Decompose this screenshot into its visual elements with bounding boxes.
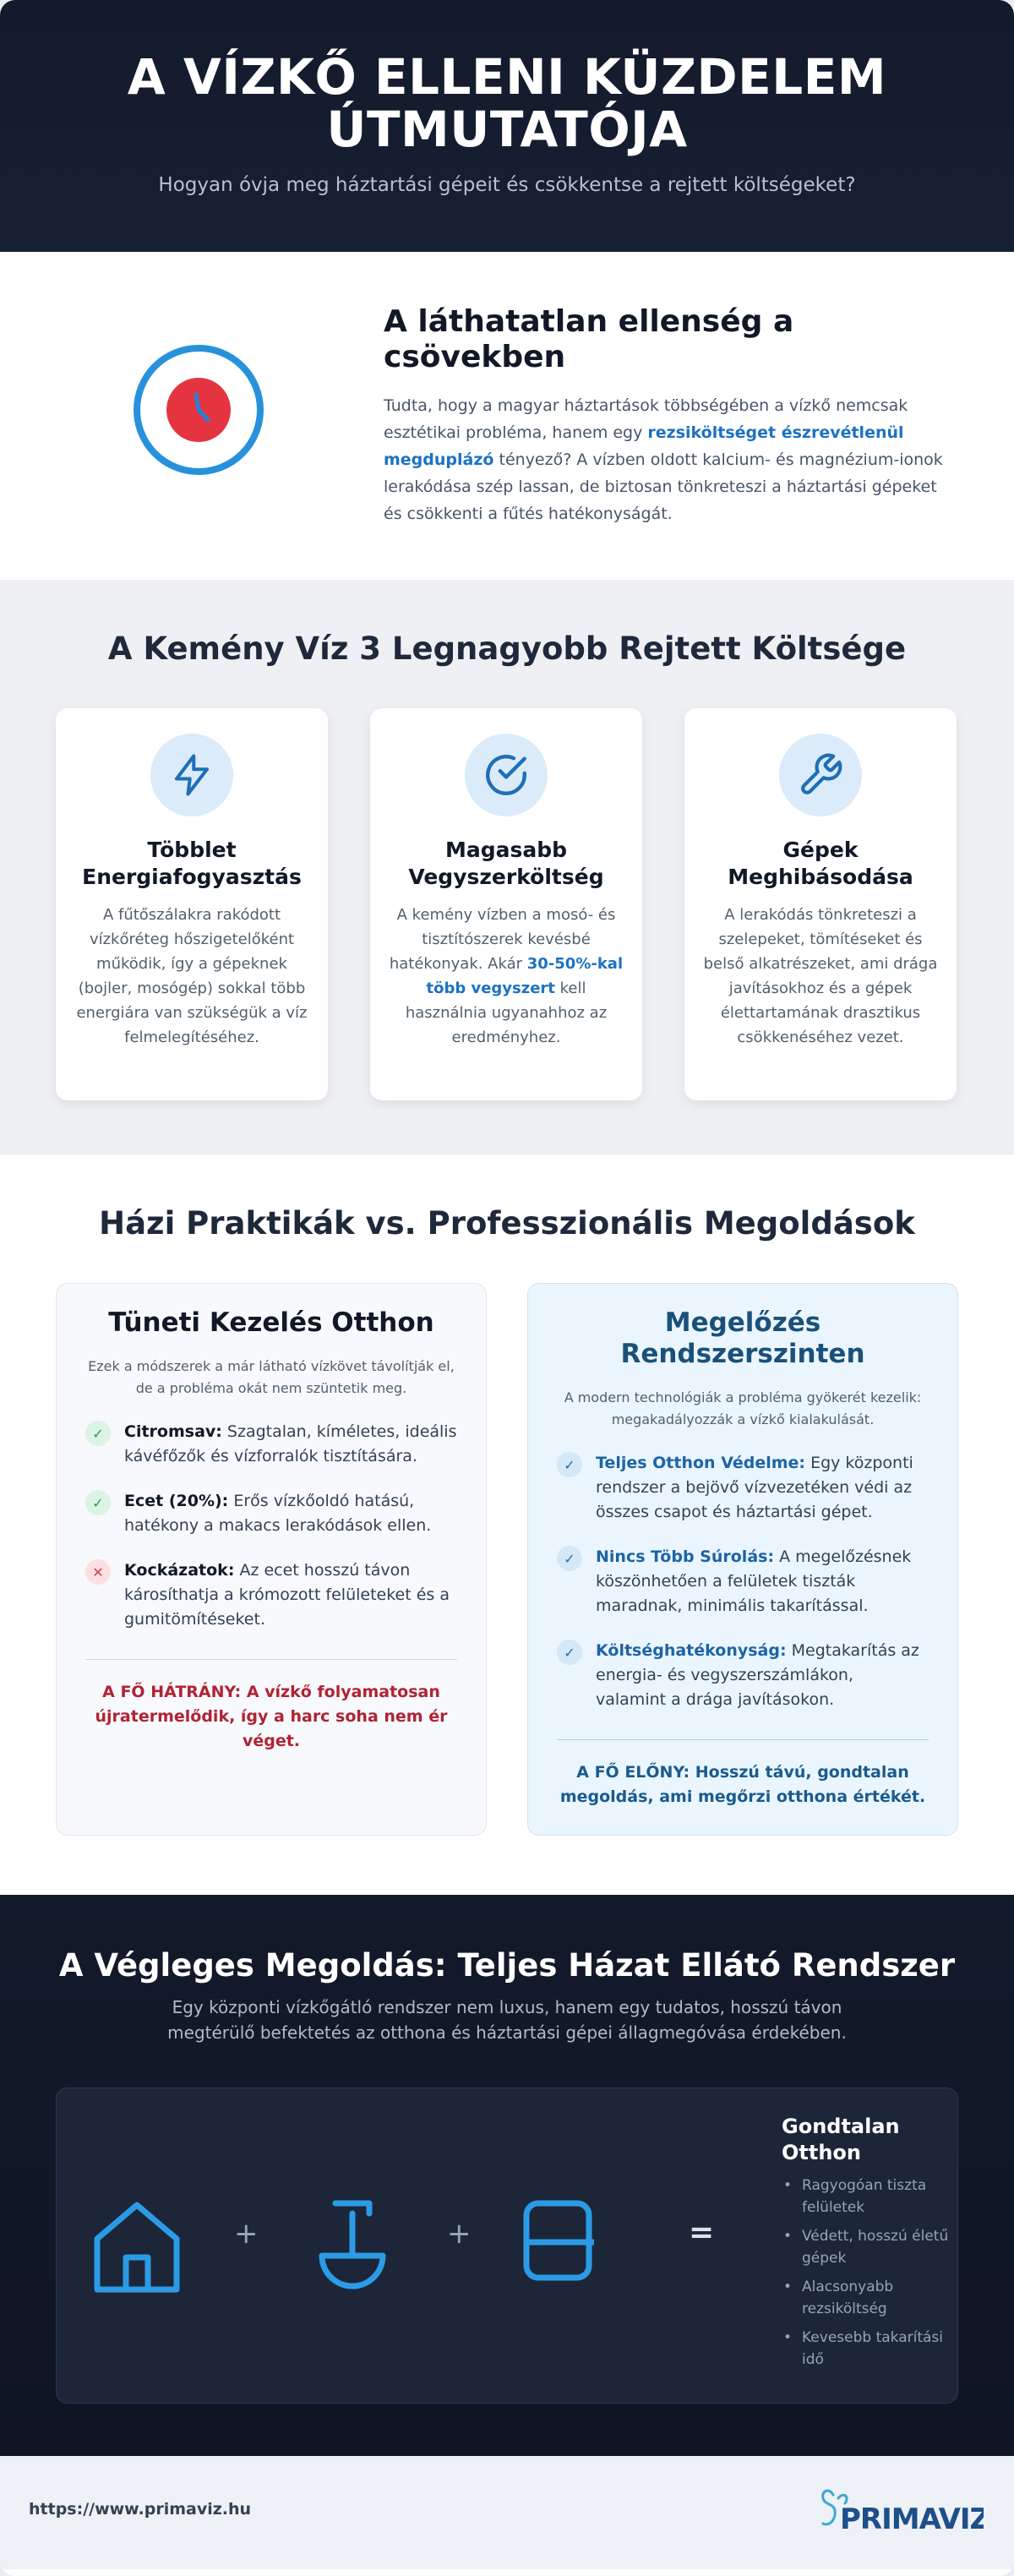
check-icon: ✓ <box>557 1546 582 1571</box>
main-drawback: A FŐ HÁTRÁNY: A vízkő folyamatosan újratermelődik, így a harc soha nem ér véget. <box>95 1683 448 1750</box>
box-subtitle: A modern technológiák a probléma gyökerét kezelik: megakadályozzák a vízkő kialakulását. <box>564 1389 922 1427</box>
professional-solution-box <box>527 1283 958 1836</box>
result-title: Gondtalan Otthon <box>782 2115 900 2164</box>
final-title: A Végleges Megoldás: Teljes Házat Ellátó Rendszer <box>58 1947 956 1984</box>
cost-card-text: A kemény vízben a mosó- és tisztítószerek kevésbé hatékonyak. Akár 30-50%-kal több vegyszert kell használnia ugyanahhoz az eredményhez. <box>389 906 624 1046</box>
check-circle-icon <box>465 734 548 816</box>
cost-card-text: A lerakódás tönkreteszi a szelepeket, tömítéseket és belső alkatrészeket, ami drága javításokhoz és a gépek élettartamának drasztikus csökkenéséhez vezet. <box>703 906 938 1046</box>
cost-card-energy <box>56 708 328 1100</box>
cost-card-chemicals <box>370 708 642 1100</box>
washing-machine-icon <box>520 2197 596 2293</box>
check-icon: ✓ <box>85 1490 111 1515</box>
final-subtitle: Egy központi vízkőgátló rendszer nem luxus, hanem egy tudatos, hosszú távon megtérülő befektetés az otthona és háztartási gépei állagmegóvása érdekében. <box>167 1997 847 2043</box>
shower-icon <box>310 2197 395 2301</box>
check-icon: ✓ <box>557 1640 582 1665</box>
intro-highlight: rezsiköltséget észrevétlenül megduplázó <box>384 423 904 469</box>
list-item: • Ragyogóan tiszta felületek <box>782 2175 951 2219</box>
final-solution-section <box>0 1895 1014 2456</box>
intro-text-block <box>384 304 958 527</box>
list-item: ✓ Ecet (20%): Erős vízkőoldó hatású, hatékony a makacs lerakódások ellen. <box>85 1489 457 1538</box>
cost-card-title: Gépek Meghibásodása <box>728 838 913 889</box>
list-item: ✓ Citromsav: Szagtalan, kíméletes, ideális kávéfőzők és vízforralók tisztítására. <box>85 1420 457 1469</box>
box-title: Tüneti Kezelés Otthon <box>108 1307 434 1338</box>
result-block <box>782 2114 951 2377</box>
result-list <box>782 2175 951 2371</box>
page-title: A VÍZKŐ ELLENI KÜZDELEM ÚTMUTATÓJA <box>127 48 887 158</box>
divider <box>557 1739 929 1740</box>
divider <box>85 1659 457 1660</box>
primaviz-logo <box>815 2485 984 2544</box>
page-subtitle: Hogyan óvja meg háztartási gépeit és csökkentse a rejtett költségeket? <box>158 174 856 196</box>
wrench-icon <box>779 734 862 816</box>
hero-section <box>0 0 1014 252</box>
logo-text: PRIMAVIZ <box>840 2502 984 2536</box>
main-advantage: A FŐ ELŐNY: Hosszú távú, gondtalan megoldás, ami megőrzi otthona értékét. <box>559 1763 926 1806</box>
check-icon: ✓ <box>85 1421 111 1446</box>
cross-icon: ✕ <box>85 1559 111 1585</box>
cost-card-text: A fűtőszálakra rakódott vízkőréteg hőszigetelőként működik, így a gépeknek (bojler, mosógép) sokkal több energiára van szükségük a víz felmelegítéséhez. <box>76 906 308 1046</box>
list-item: ✓ Költséghatékonyság: Megtakarítás az energia- és vegyszerszámlákon, valamint a drága javításokon. <box>557 1639 929 1712</box>
plus-sign: + <box>234 2217 259 2251</box>
list-item: • Kevesebb takarítási idő <box>782 2327 951 2371</box>
costs-title: A Kemény Víz 3 Legnagyobb Rejtett Költsége <box>107 630 907 667</box>
check-icon: ✓ <box>557 1452 582 1477</box>
box-title: Megelőzés Rendszerszinten <box>620 1307 865 1369</box>
list-item: ✕ Kockázatok: Az ecet hosszú távon károsíthatja a krómozott felületeket és a gumitömítéseket. <box>85 1558 457 1632</box>
hidden-costs-section <box>0 580 1014 1154</box>
cost-card-highlight: 30-50%-kal több vegyszert <box>426 955 624 997</box>
solution-equation-panel <box>56 2088 958 2404</box>
comparison-title: Házi Praktikák vs. Professzionális Megoldások <box>99 1205 915 1242</box>
box-subtitle: Ezek a módszerek a már látható vízkövet távolítják el, de a probléma okát nem szüntetik meg. <box>88 1358 455 1396</box>
intro-paragraph: Tudta, hogy a magyar háztartások többségében a vízkő nemcsak esztétikai probléma, hanem egy rezsiköltséget észrevétlenül megduplázó tényező? A vízben oldott kalcium- és magnézium-ionok lerakódása szép lassan, de biztosan tönkreteszi a háztartási gépeket és csökkenti a fűtés hatékonyságát. <box>384 396 943 523</box>
list-item: ✓ Teljes Otthon Védelme: Egy központi rendszer a bejövő vízvezetéken védi az összes csapot és háztartási gépet. <box>557 1451 929 1525</box>
equals-sign: = <box>689 2215 715 2250</box>
intro-section <box>0 252 1014 580</box>
cost-card-title: Magasabb Vegyszerköltség <box>408 838 604 889</box>
comparison-section <box>0 1154 1014 1895</box>
clock-icon <box>134 345 264 475</box>
list-item: • Védett, hosszú életű gépek <box>782 2225 951 2269</box>
list-item: ✓ Nincs Több Súrolás: A megelőzésnek köszönhetően a felületek tiszták maradnak, minimális takarítással. <box>557 1545 929 1618</box>
website-link[interactable]: https://www.primaviz.hu <box>29 2500 252 2519</box>
footer <box>0 2456 1014 2569</box>
list-item: • Alacsonyabb rezsiköltség <box>782 2276 951 2320</box>
house-icon <box>90 2197 183 2301</box>
lightning-icon <box>150 734 233 816</box>
home-remedies-box <box>56 1283 487 1836</box>
cost-card-breakdown <box>684 708 957 1100</box>
cost-card-title: Többlet Energiafogyasztás <box>82 838 302 889</box>
plus-sign: + <box>447 2217 472 2251</box>
intro-title: A láthatatlan ellenség a csövekben <box>384 304 794 374</box>
